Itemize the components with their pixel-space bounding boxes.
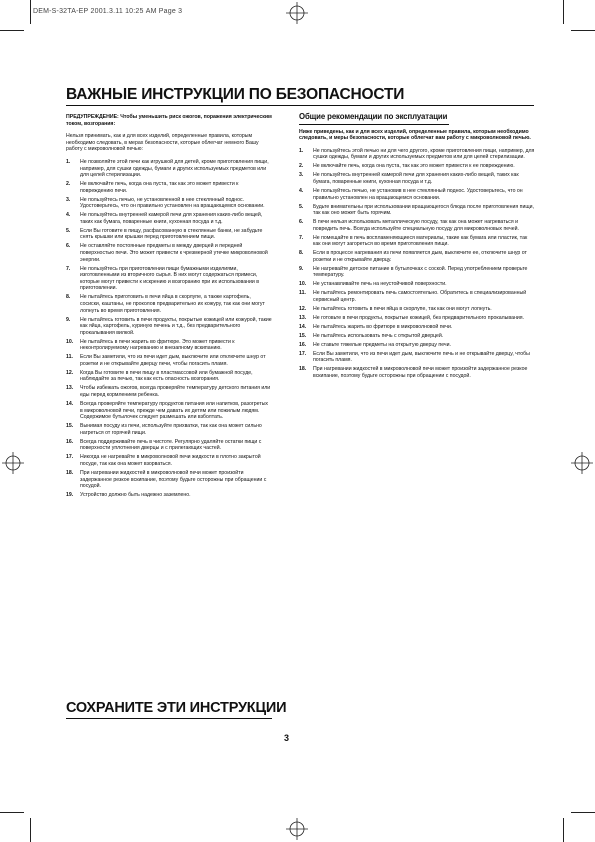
right-column bbox=[299, 114, 535, 382]
list-item bbox=[299, 366, 535, 379]
list-item bbox=[66, 212, 272, 225]
list-item bbox=[66, 470, 272, 490]
list-item-number: 7. bbox=[299, 234, 304, 241]
list-item-text: Не пользуйтесь при приготовлении пищи бумажными изделиями, изготовленными из вторичного сырья. В них могут содержаться примеси, которые могут привести к искрению и возгоранию при их использовании в приготовлении. bbox=[80, 265, 259, 292]
list-item bbox=[299, 148, 535, 161]
list-item-number: 8. bbox=[66, 294, 71, 301]
crop-mark-top-right-h bbox=[571, 30, 595, 31]
list-item-number: 17. bbox=[66, 454, 74, 461]
list-item bbox=[66, 181, 272, 194]
list-item-text: Никогда не нагревайте в микроволновой печи жидкости в плотно закрытой посуде, так как она может взорваться. bbox=[80, 454, 261, 467]
right-section-heading: Общие рекомендации по эксплуатации bbox=[299, 112, 448, 121]
list-item-text: Всегда поддерживайте печь в чистоте. Регулярно удаляйте остатки пищи с поверхности уплотнения дверцы и с прилегающих частей. bbox=[80, 438, 262, 452]
list-item-text: Не пытайтесь готовить в печи продукты, покрытые кожицей или кожурой, такие как яйца, картофель, куриную печень и т.д., без предварительного прокалывания вилкой. bbox=[80, 316, 272, 336]
list-item-number: 6. bbox=[66, 243, 71, 250]
list-item-text: Не пользуйтесь внутренней камерой печи для хранения каких-либо вещей, таких как бумага, поваренные книги, кухонная посуда и т.д. bbox=[80, 212, 263, 225]
list-item bbox=[299, 342, 535, 349]
right-instructions-list bbox=[299, 148, 535, 380]
list-item-text: Не пытайтесь использовать печь с открытой дверцей. bbox=[313, 332, 444, 339]
list-item bbox=[299, 163, 535, 170]
list-item-text: Не пользуйтесь этой печью ни для чего другого, кроме приготовления пищи, например, для сушки одежды, бумаги и других используемых предметов или для целей стерилизации. bbox=[313, 147, 535, 161]
warning-intro: ПРЕДУПРЕЖДЕНИЕ: Чтобы уменьшить риск ожогов, поражения электрическим током, возгорания: bbox=[66, 114, 272, 127]
list-item-text: Если Вы заметили, что из печи идет дым, выключите печь и не открывайте дверцу, чтобы погасить пламя. bbox=[313, 350, 530, 364]
list-item-text: Не нагревайте детское питание в бутылочках с соской. Перед употреблением проверьте температуру. bbox=[313, 265, 528, 279]
list-item bbox=[299, 172, 535, 185]
list-item-text: Не пытайтесь в печи жарить во фритюре. Это может привести к неконтролируемому нагреванию и внезапному вскипанию. bbox=[80, 338, 235, 352]
list-item bbox=[66, 197, 272, 210]
list-item-number: 12. bbox=[299, 305, 307, 312]
list-item-number: 1. bbox=[299, 147, 304, 154]
list-item-number: 11. bbox=[66, 354, 73, 361]
list-item-number: 2. bbox=[66, 181, 71, 188]
list-item bbox=[299, 324, 535, 331]
list-item-text: Всегда проверяйте температуру продуктов питания или напитков, разогретых в микроволновой печи, прежде чем давать их детям или пожилым людям. Содержимое бутылочек следует размешать или взболтать. bbox=[80, 401, 269, 421]
list-item-text: Если в процессе нагревания из печи появляется дым, выключите ее, отключите шнур от розетки и не открывайте дверцу. bbox=[313, 250, 527, 263]
registration-mark-top-icon bbox=[286, 2, 308, 24]
list-item-number: 19. bbox=[66, 492, 74, 499]
list-item bbox=[299, 315, 535, 322]
list-item-text: Не пользуйтесь печью, не установив в нее стеклянный поднос. Удостоверьтесь, что он правильно установлен на вращающемся основании. bbox=[313, 187, 523, 201]
list-item-number: 3. bbox=[299, 172, 304, 179]
list-item-number: 6. bbox=[299, 219, 304, 226]
list-item-text: Когда Вы готовите в печи пищу в пластмассовой или бумажной посуде, наблюдайте за печью, так как есть опасность возгорания. bbox=[80, 369, 253, 383]
list-item-number: 18. bbox=[299, 366, 307, 373]
list-item bbox=[66, 370, 272, 383]
list-item-text: Не включайте печь, когда она пуста, так как это может привести к повреждению печи. bbox=[80, 181, 239, 194]
list-item-number: 13. bbox=[66, 385, 74, 392]
left-instructions-list bbox=[66, 159, 272, 499]
list-item bbox=[299, 188, 535, 201]
list-item bbox=[299, 266, 535, 279]
list-item bbox=[299, 204, 535, 217]
crop-mark-bottom-left-v bbox=[30, 818, 31, 842]
list-item-text: Не ставьте тяжелые предметы на открытую дверцу печи. bbox=[313, 341, 451, 348]
list-item-number: 14. bbox=[66, 401, 74, 408]
list-item-number: 11. bbox=[299, 290, 306, 297]
list-item bbox=[299, 219, 535, 232]
list-item-number: 5. bbox=[299, 203, 304, 210]
crop-mark-top-left-h bbox=[0, 30, 24, 31]
list-item bbox=[299, 333, 535, 340]
list-item-number: 10. bbox=[299, 281, 307, 288]
list-item-number: 17. bbox=[299, 350, 307, 357]
list-item-text: Не позволяйте этой печи как игрушкой для детей, кроме приготовления пищи, например, для сушки одежды, бумаги и других используемых предметов или для целей стерилизации. bbox=[80, 158, 269, 179]
list-item bbox=[299, 281, 535, 288]
list-item bbox=[66, 423, 272, 436]
list-item bbox=[66, 339, 272, 352]
save-instructions-title: СОХРАНИТЕ ЭТИ ИНСТРУКЦИИ bbox=[66, 700, 287, 716]
page-title: ВАЖНЫЕ ИНСТРУКЦИИ ПО БЕЗОПАСНОСТИ bbox=[66, 86, 405, 103]
left-column bbox=[66, 114, 272, 501]
list-item-number: 12. bbox=[66, 369, 74, 376]
list-item-text: Не пытайтесь готовить в печи яйца в скорлупе, так как они могут лопнуть. bbox=[313, 305, 492, 312]
crop-mark-bottom-right-h bbox=[571, 812, 595, 813]
list-item-number: 15. bbox=[66, 423, 74, 430]
list-item-text: Чтобы избежать ожогов, всегда проверяйте температуру детского питания или еды перед кормлением ребенка. bbox=[80, 385, 271, 399]
crop-mark-top-right-v bbox=[563, 0, 564, 24]
list-item-text: Не устанавливайте печь на неустойчивой поверхности. bbox=[313, 281, 447, 288]
list-item-number: 13. bbox=[299, 314, 307, 321]
registration-mark-left-icon bbox=[2, 452, 24, 474]
crop-mark-bottom-left-h bbox=[0, 812, 24, 813]
save-title-underline bbox=[66, 718, 272, 719]
list-item-text: Будьте внимательны при использовании вращающегося блюда после приготовления пищи, так как оно может быть горячим. bbox=[313, 203, 534, 217]
list-item bbox=[299, 250, 535, 263]
list-item bbox=[66, 159, 272, 179]
list-item bbox=[66, 317, 272, 337]
title-underline bbox=[66, 105, 534, 106]
list-item-text: Если Вы готовите в пищу, расфасованную в стеклянные банки, не забудьте снять крышки или крышки перед приготовлением пищи. bbox=[80, 227, 263, 241]
list-item-text: При нагревании жидкостей в микроволновой печи может произойти задержанное резкое вскипание, поэтому будьте осторожны при обращении с посудой. bbox=[313, 366, 528, 380]
list-item-text: В печи нельзя использовать металлическую посуду, так как она может нагреваться и повредить печь. Всегда используйте специальную посуду для микроволновых печей. bbox=[313, 219, 519, 232]
list-item-number: 4. bbox=[299, 187, 304, 194]
list-item bbox=[66, 294, 272, 314]
list-item-number: 7. bbox=[66, 265, 71, 272]
list-item bbox=[299, 351, 535, 364]
list-item bbox=[66, 243, 272, 263]
list-item-number: 5. bbox=[66, 227, 71, 234]
registration-mark-bottom-icon bbox=[286, 818, 308, 840]
list-item-number: 15. bbox=[299, 332, 307, 339]
list-item bbox=[66, 401, 272, 421]
list-item-number: 3. bbox=[66, 196, 71, 203]
page-number: 3 bbox=[284, 733, 290, 743]
list-item bbox=[66, 385, 272, 398]
list-item-number: 14. bbox=[299, 323, 307, 330]
list-item-number: 1. bbox=[66, 158, 71, 165]
list-item bbox=[66, 266, 272, 292]
list-item-text: Не пытайтесь ремонтировать печь самостоятельно. Обратитесь в специализированный сервисный центр. bbox=[313, 290, 527, 303]
list-item-text: Не оставляйте постоянные предметы в между дверцей и передней поверхностью печи. Это может привести к чрезмерной утечке микроволновой энергии. bbox=[80, 243, 268, 263]
registration-mark-right-icon bbox=[571, 452, 593, 474]
list-item bbox=[299, 290, 535, 303]
list-item-text: Не помещайте в печь воспламеняющиеся материалы, такие как бумага или пластик, так как они могут загореться во время приготовления пищи. bbox=[313, 234, 528, 248]
list-item-number: 10. bbox=[66, 338, 74, 345]
list-item-number: 18. bbox=[66, 469, 74, 476]
left-intro-paragraph: Нельзя принимать, как и для всех изделий, определенные правила, которым необходимо следовать, в мерах безопасности, которые облегчат немного Вашу работу с микроволновой печью: bbox=[66, 133, 259, 153]
list-item-text: Не пытайтесь жарить во фритюре в микроволновой печи. bbox=[313, 323, 453, 330]
right-heading-underline bbox=[299, 124, 449, 125]
list-item-number: 4. bbox=[66, 212, 71, 219]
list-item bbox=[66, 454, 272, 467]
list-item bbox=[66, 492, 272, 499]
list-item-number: 16. bbox=[299, 341, 307, 348]
list-item-number: 9. bbox=[299, 265, 304, 272]
list-item-text: Не готовьте в печи продукты, покрытые кожицей, без предварительного прокалывания. bbox=[313, 314, 524, 321]
list-item bbox=[66, 439, 272, 452]
list-item-number: 8. bbox=[299, 250, 304, 257]
list-item-text: Не пользуйтесь печью, не установленной в нее стеклянный поднос. Удостоверьтесь, что он правильно установлен на вращающемся основании. bbox=[80, 196, 265, 210]
list-item-text: Если Вы заметили, что из печи идет дым, выключите или отключите шнур от розетки и не открывайте дверцу печи, чтобы погасить пламя. bbox=[80, 354, 266, 367]
crop-mark-top-left-v bbox=[30, 0, 31, 24]
list-item-text: Не пользуйтесь внутренней камерой печи для хранения каких-либо вещей, таких как бумага, поваренные книги, кухонная посуда и т.д. bbox=[313, 172, 519, 185]
crop-mark-bottom-right-v bbox=[563, 818, 564, 842]
list-item bbox=[299, 235, 535, 248]
list-item-number: 9. bbox=[66, 316, 71, 323]
list-item bbox=[299, 306, 535, 313]
right-intro-paragraph: Ниже приведены, как и для всех изделий, определенные правила, которым необходимо следовать, и меры безопасности, которые облегчат вам работу с микроволновой печью. bbox=[299, 128, 531, 142]
list-item-number: 16. bbox=[66, 438, 74, 445]
list-item bbox=[66, 228, 272, 241]
list-item-text: Не пытайтесь приготовить в печи яйца в скорлупе, а также картофель, сосиски, каштаны, не проколов предварительно их кожуру, так как они могут лопнуть во время приготовления. bbox=[80, 294, 265, 314]
list-item bbox=[66, 354, 272, 367]
list-item-text: Устройство должно быть надежно заземлено. bbox=[80, 492, 191, 499]
list-item-text: Не включайте печь, когда она пуста, так как это может привести к ее повреждению. bbox=[313, 163, 515, 170]
list-item-text: При нагревании жидкостей в микроволновой печи может произойти задержанное резкое вскипание, поэтому будьте осторожны при обращении с посудой. bbox=[80, 469, 267, 490]
list-item-number: 2. bbox=[299, 163, 304, 170]
list-item-text: Вынимая посуду из печи, используйте прихватки, так как она может сильно нагреться от горячей пищи. bbox=[80, 423, 262, 436]
print-header-strip: DEM-S-32TA-ЕР 2001.3.11 10:25 AM Page 3 bbox=[33, 8, 183, 15]
